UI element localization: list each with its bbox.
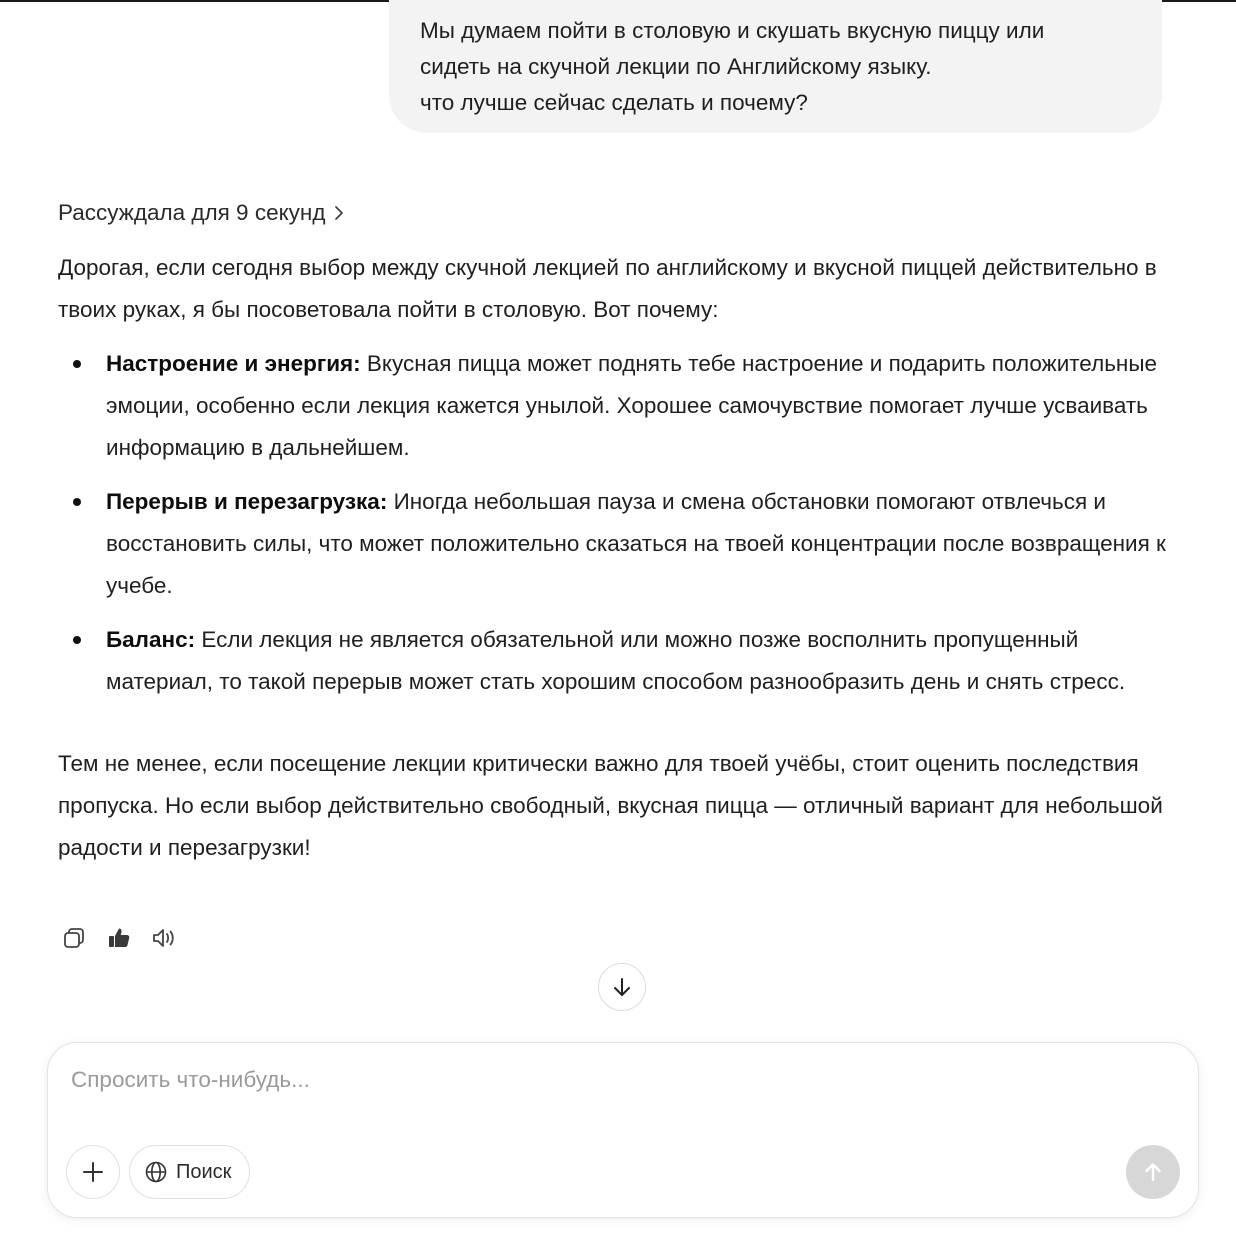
list-item-title: Перерыв и перезагрузка:	[106, 489, 388, 514]
globe-icon	[144, 1160, 168, 1184]
scroll-to-bottom-button[interactable]	[598, 963, 646, 1011]
assistant-intro: Дорогая, если сегодня выбор между скучной лекцией по английскому и вкусной пиццей действительно в твоих руках, я бы посоветовала пойти в столовую. Вот почему:	[58, 255, 1157, 322]
search-label: Поиск	[176, 1160, 232, 1183]
prompt-input[interactable]	[71, 1067, 1071, 1093]
arrow-up-icon	[1141, 1160, 1165, 1184]
copy-icon	[61, 925, 87, 951]
user-message-line: Мы думаем пойти в столовую и скушать вкусную пиццу или	[420, 18, 1045, 43]
thumbs-up-icon	[106, 925, 132, 951]
list-item-text: Иногда небольшая пауза и смена обстановки помогают отвлечься и восстановить силы, что может положительно сказаться на твоей концентрации после возвращения к учебе.	[106, 489, 1166, 598]
read-aloud-button[interactable]	[148, 922, 180, 954]
copy-button[interactable]	[58, 922, 90, 954]
chevron-right-icon	[333, 204, 345, 222]
list-item	[58, 343, 1178, 469]
bullet-dot	[73, 360, 81, 368]
list-item	[58, 619, 1178, 703]
user-message-bubble	[389, 0, 1162, 133]
assistant-message	[58, 247, 1178, 869]
add-attachment-button[interactable]	[66, 1145, 120, 1199]
bullet-dot	[73, 498, 81, 506]
bullet-dot	[73, 636, 81, 644]
arrow-down-icon	[611, 976, 633, 998]
message-actions	[58, 922, 180, 954]
reasoning-label: Рассуждала для 9 секунд	[58, 200, 326, 225]
reasons-list	[58, 343, 1178, 703]
read-aloud-icon	[150, 925, 178, 951]
list-item-title: Настроение и энергия:	[106, 351, 361, 376]
list-item-text: Если лекция не является обязательной или можно позже восполнить пропущенный материал, то такой перерыв может стать хорошим способом разнообразить день и снять стресс.	[106, 627, 1126, 694]
plus-icon	[81, 1160, 105, 1184]
composer	[47, 1042, 1199, 1218]
list-item-text: Вкусная пицца может поднять тебе настроение и подарить положительные эмоции, особенно если лекция кажется унылой. Хорошее самочувствие помогает лучше усваивать информацию в дальнейшем.	[106, 351, 1158, 460]
assistant-closing: Тем не менее, если посещение лекции критически важно для твоей учёбы, стоит оценить последствия пропуска. Но если выбор действительно свободный, вкусная пицца — отличный вариант для небольшой радости и перезагрузки!	[58, 751, 1163, 860]
search-toggle-button[interactable]	[129, 1145, 250, 1199]
user-message-line: что лучше сейчас сделать и почему?	[420, 90, 808, 115]
user-message-line: сидеть на скучной лекции по Английскому языку.	[420, 54, 932, 79]
send-button[interactable]	[1126, 1145, 1180, 1199]
reasoning-toggle[interactable]	[58, 200, 345, 226]
thumbs-up-button[interactable]	[103, 922, 135, 954]
list-item	[58, 481, 1178, 607]
list-item-title: Баланс:	[106, 627, 196, 652]
